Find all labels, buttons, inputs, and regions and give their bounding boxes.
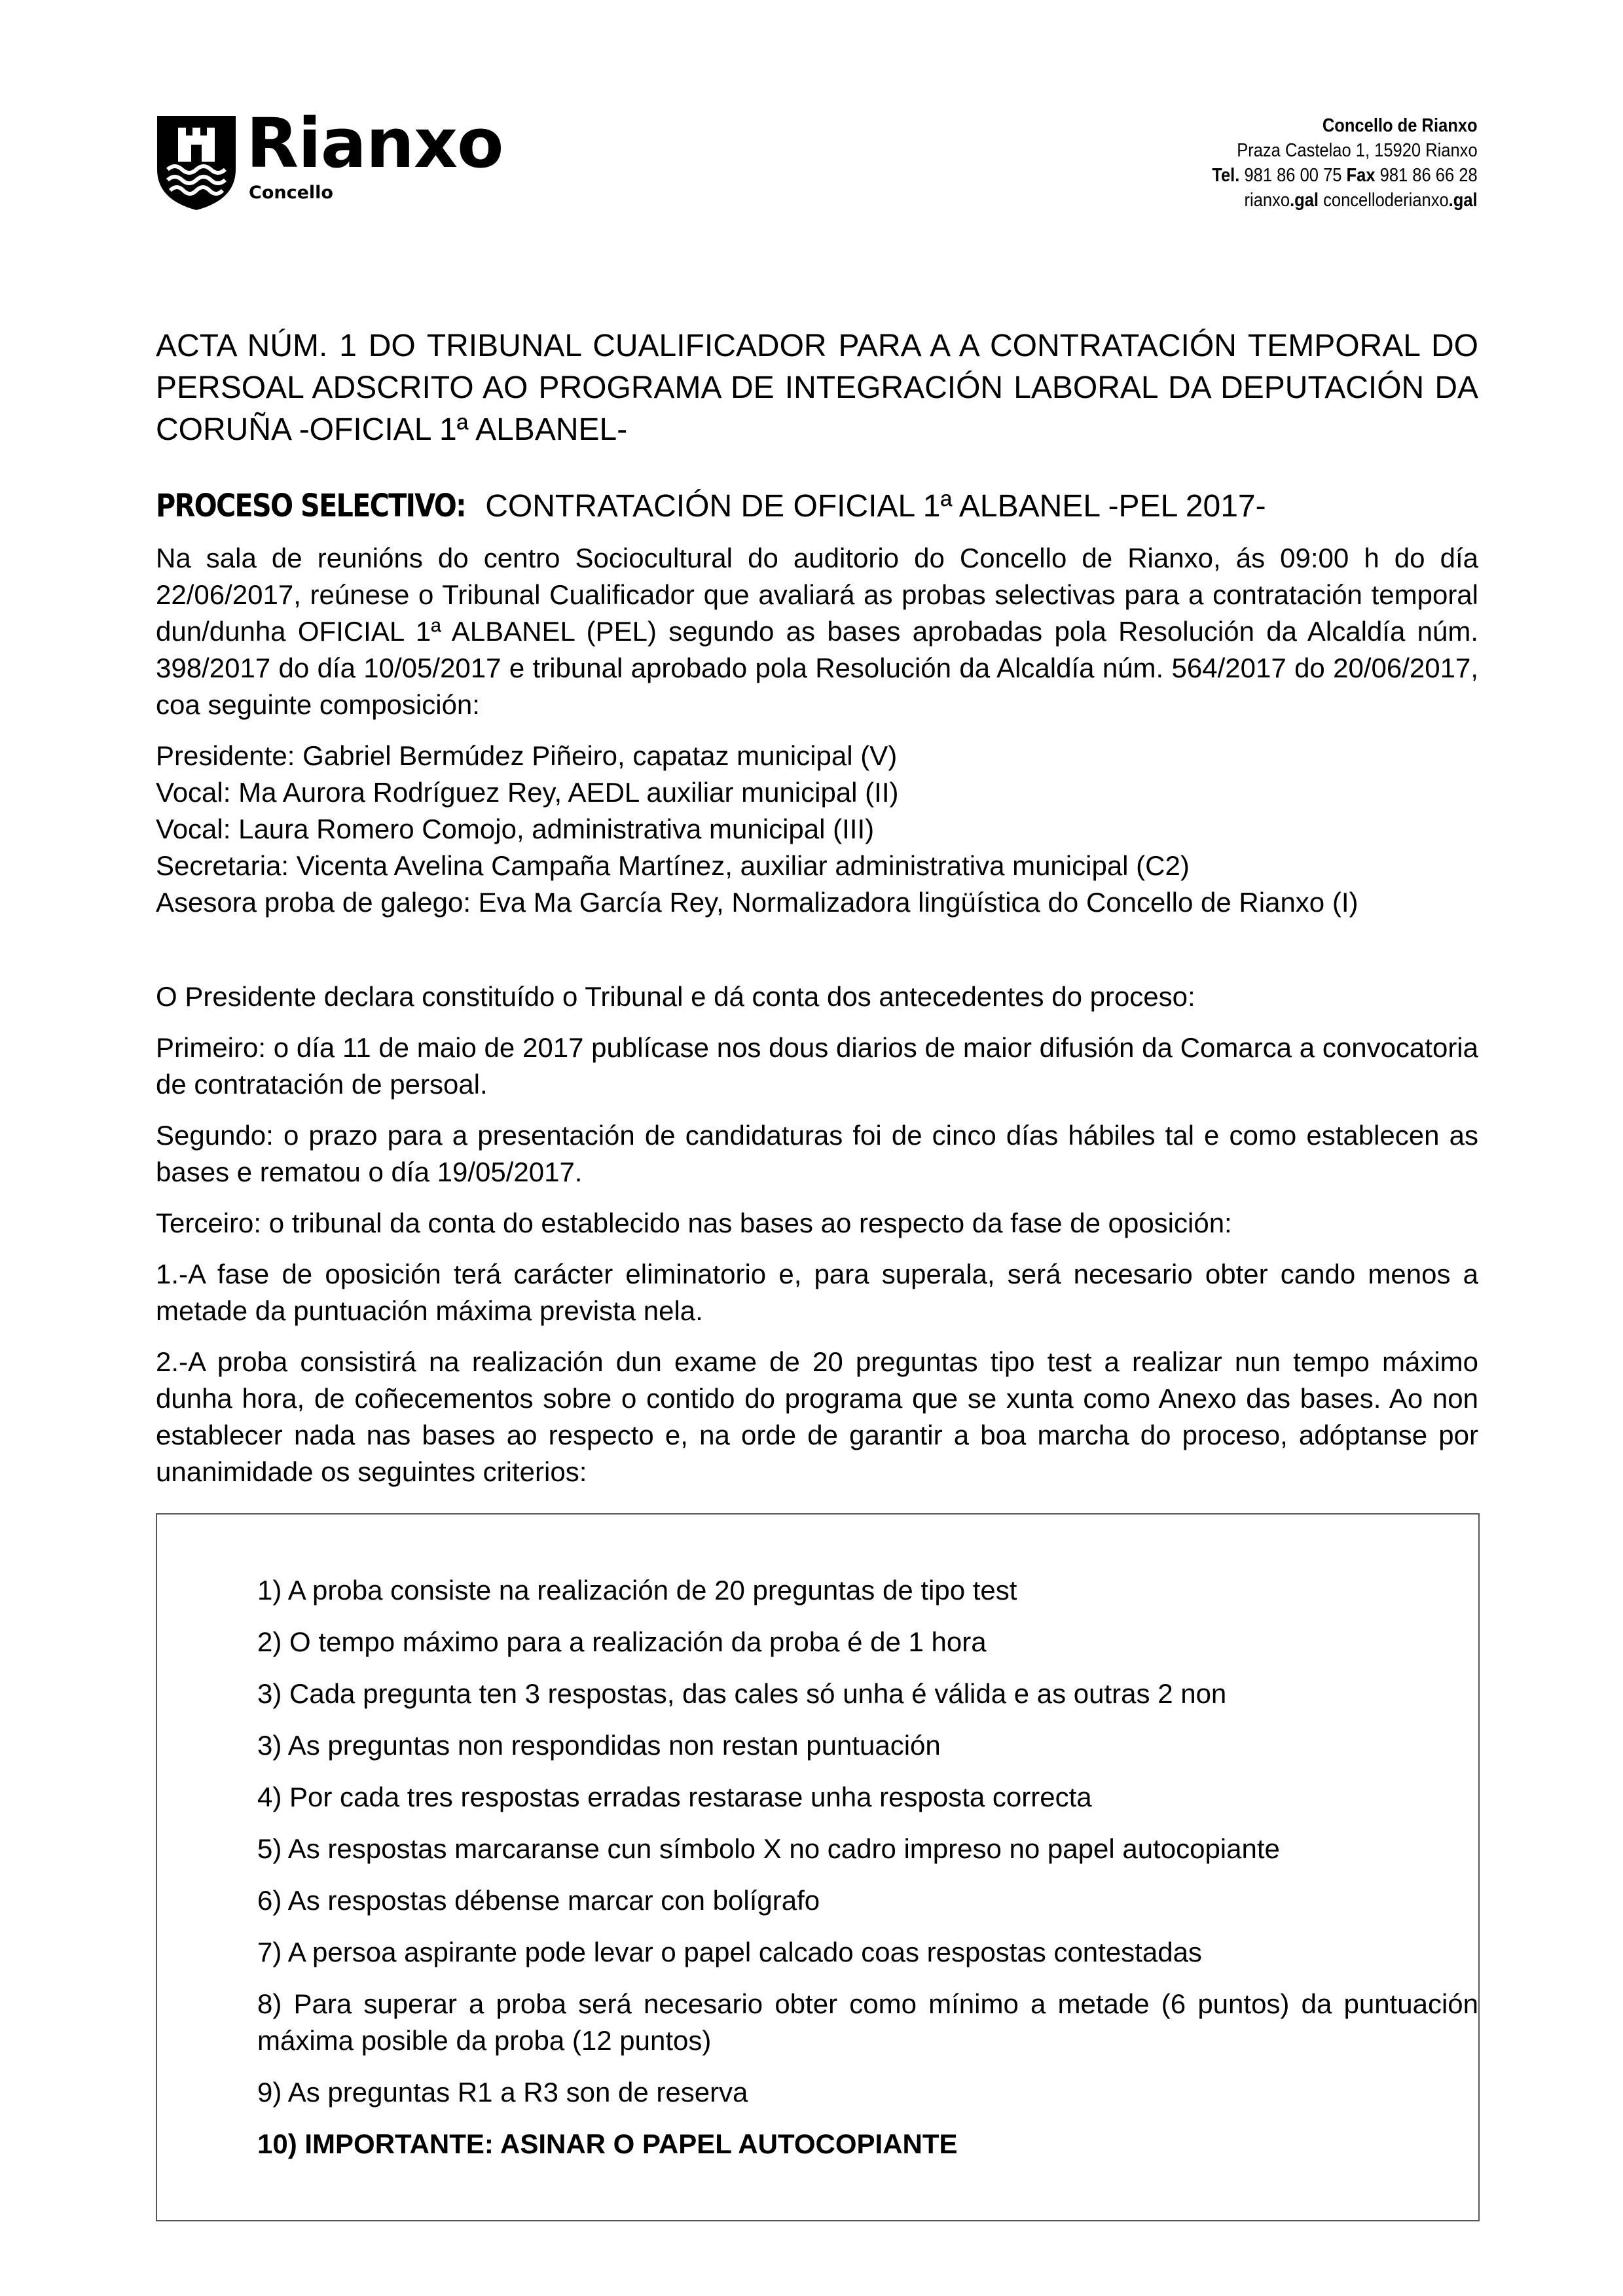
web-line xyxy=(1213,188,1478,213)
fax-label: Fax xyxy=(1346,165,1376,186)
member-line: Secretaria: Vicenta Avelina Campaña Martínez, auxiliar administrativa municipal (C2) xyxy=(156,850,1190,881)
process-value: CONTRATACIÓN DE OFICIAL 1ª ALBANEL -PEL 2017- xyxy=(476,489,1266,524)
member-line: Asesora proba de galego: Eva Ma García Rey, Normalizadora lingüística do Concello de Rianxo (I) xyxy=(156,887,1359,918)
criteria-box xyxy=(156,1513,1480,2221)
member-line: Vocal: Ma Aurora Rodríguez Rey, AEDL auxiliar municipal (II) xyxy=(156,777,899,808)
paragraph: 2.-A proba consistirá na realización dun exame de 20 preguntas tipo test a realizar nun tempo máximo dunha hora, de coñecementos sobre o contido do programa que se xunta como Anexo das bases. Ao non establecer nada nas bases ao respecto e, na orde de garantir a boa marcha do proceso, adóptanse por unanimidade os seguintes criterios: xyxy=(156,1346,1478,1487)
member-line: Vocal: Laura Romero Comojo, administrativa municipal (III) xyxy=(156,814,875,844)
paragraph: Primeiro: o día 11 de maio de 2017 publícase nos dous diarios de maior difusión da Comarca a convocatoria de contratación de persoal. xyxy=(156,1032,1478,1100)
paragraph: Terceiro: o tribunal da conta do establecido nas bases ao respecto da fase de oposición: xyxy=(156,1208,1232,1238)
paragraph: O Presidente declara constituído o Tribunal e dá conta dos antecedentes do proceso: xyxy=(156,981,1195,1012)
criteria-item: 3) As preguntas non respondidas non restan puntuación xyxy=(257,1730,941,1761)
intro-paragraph: Na sala de reunións do centro Sociocultural do auditorio do Concello de Rianxo, ás 09:00 h do día 22/06/2017, reúnese o Tribunal Cualificador que avaliará as probas selectivas para a contratación temporal dun/dunha OFICIAL 1ª ALBANEL (PEL) segundo as bases aprobadas pola Resolución da Alcaldía núm. 398/2017 do día 10/05/2017 e tribunal aprobado pola Resolución da Alcaldía núm. 564/2017 do 20/06/2017, coa seguinte composición: xyxy=(156,543,1478,720)
tel-number: 981 86 00 75 xyxy=(1244,165,1342,186)
member-line: Presidente: Gabriel Bermúdez Piñeiro, capataz municipal (V) xyxy=(156,740,898,771)
criteria-item: 6) As respostas débense marcar con bolígrafo xyxy=(257,1885,820,1916)
criteria-item: 9) As preguntas R1 a R3 son de reserva xyxy=(257,2077,748,2108)
criteria-item-important: 10) IMPORTANTE: ASINAR O PAPEL AUTOCOPIANTE xyxy=(257,2128,958,2159)
org-name: Concello de Rianxo xyxy=(1322,115,1478,136)
concello-logo xyxy=(156,103,522,213)
web-link-1[interactable]: rianxo.gal xyxy=(1244,190,1319,211)
paragraph: 1.-A fase de oposición terá carácter eliminatorio e, para superala, será necesario obter cando menos a metade da puntuación máxima prevista nela. xyxy=(156,1259,1478,1326)
logo-subtitle: Concello xyxy=(249,183,333,203)
phone-line xyxy=(1213,163,1478,188)
criteria-item: 8) Para superar a proba será necesario obter como mínimo a metade (6 puntos) da puntuación máxima posible da proba (12 puntos) xyxy=(257,1988,1478,2056)
paragraph: Segundo: o prazo para a presentación de candidaturas foi de cinco días hábiles tal e como establecen as bases e rematou o día 19/05/2017. xyxy=(156,1120,1478,1187)
contact-block xyxy=(1213,113,1478,213)
criteria-item: 5) As respostas marcaranse cun símbolo X no cadro impreso no papel autocopiante xyxy=(257,1833,1280,1864)
fax-number: 981 86 66 28 xyxy=(1379,165,1478,186)
tribunal-members xyxy=(156,738,1478,921)
shield-icon xyxy=(156,115,237,211)
criteria-item: 1) A proba consiste na realización de 20 preguntas de tipo test xyxy=(257,1575,1017,1605)
tel-label: Tel. xyxy=(1212,165,1240,186)
criteria-item: 4) Por cada tres respostas erradas restarase unha resposta correcta xyxy=(257,1782,1092,1812)
address: Praza Castelao 1, 15920 Rianxo xyxy=(1237,140,1478,161)
criteria-item: 7) A persoa aspirante pode levar o papel calcado coas respostas contestadas xyxy=(257,1937,1202,1967)
process-label: PROCESO SELECTIVO: xyxy=(156,488,465,524)
logo-wordmark: Rianxo xyxy=(246,103,503,183)
web-link-2[interactable]: concelloderianxo.gal xyxy=(1323,190,1478,211)
document-body xyxy=(156,540,1478,1505)
document-title: ACTA NÚM. 1 DO TRIBUNAL CUALIFICADOR PARA A A CONTRATACIÓN TEMPORAL DO PERSOAL ADSCRITO AO PROGRAMA DE INTEGRACIÓN LABORAL DA DEPUTACIÓN DA CORUÑA -OFICIAL 1ª ALBANEL- xyxy=(156,329,1478,447)
criteria-list xyxy=(257,1572,1478,2178)
criteria-item: 3) Cada pregunta ten 3 respostas, das cales só unha é válida e as outras 2 non xyxy=(257,1678,1227,1709)
process-heading xyxy=(156,485,1478,528)
criteria-item: 2) O tempo máximo para a realización da proba é de 1 hora xyxy=(257,1626,987,1657)
